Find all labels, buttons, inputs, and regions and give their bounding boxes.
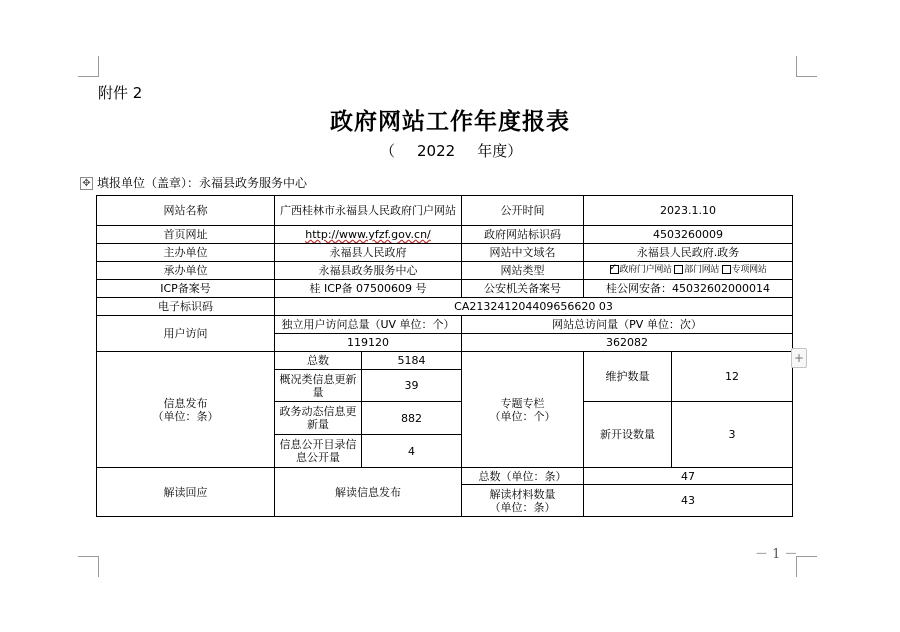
- interp-material-value: 43: [584, 485, 793, 517]
- site-type-label: 网站类型: [462, 262, 584, 280]
- host-label: 主办单位: [97, 244, 275, 262]
- icp-value: 桂 ICP备 07500609 号: [275, 280, 462, 298]
- table-move-handle-icon[interactable]: ✥: [80, 177, 93, 190]
- topic-label: [462, 352, 584, 468]
- catalog-value: 4: [362, 435, 462, 468]
- cn-domain-value: 永福县人民政府.政务: [584, 244, 793, 262]
- site-type-option-portal: 政府门户网站: [619, 265, 672, 275]
- year-suffix: 年度）: [477, 142, 523, 160]
- topic-label-1: 专题专栏: [500, 396, 545, 410]
- cn-domain-label: 网站中文域名: [462, 244, 584, 262]
- police-value: 桂公网安备：45032602000014: [584, 280, 793, 298]
- table-row: [97, 316, 793, 334]
- table-row: [97, 226, 793, 244]
- table-row: [97, 244, 793, 262]
- maintain-label: 维护数量: [584, 352, 672, 402]
- home-url-label: 首页网址: [97, 226, 275, 244]
- info-pub-label: [97, 352, 275, 468]
- page-corner-mark: [796, 56, 817, 77]
- topic-label-2: （单位：个）: [489, 409, 556, 423]
- overview-value: 39: [362, 370, 462, 402]
- total-value: 5184: [362, 352, 462, 370]
- info-pub-label-1: 信息发布: [163, 396, 208, 410]
- site-name-label: 网站名称: [97, 196, 275, 226]
- report-table: [96, 195, 793, 517]
- table-row: [97, 298, 793, 316]
- fill-unit-line: 填报单位（盖章）：永福县政务服务中心: [97, 176, 308, 190]
- home-url-value: [275, 226, 462, 244]
- site-id-label: 政府网站标识码: [462, 226, 584, 244]
- open-time-label: 公开时间: [462, 196, 584, 226]
- catalog-label: 信息公开目录信息公开量: [275, 435, 362, 468]
- interp-material-label-2: （单位：条）: [489, 500, 556, 514]
- table-row: [97, 468, 793, 485]
- info-pub-label-2: （单位：条）: [152, 409, 219, 423]
- gov-news-value: 882: [362, 402, 462, 435]
- overview-label: 概况类信息更新量: [275, 370, 362, 402]
- operator-label: 承办单位: [97, 262, 275, 280]
- interp-material-label: [462, 485, 584, 517]
- year-value: 2022: [417, 142, 456, 160]
- eid-value: CA213241204409656620 03: [275, 298, 793, 316]
- site-type-checkbox-dept[interactable]: [674, 265, 683, 274]
- pv-label: 网站总访问量（PV 单位：次）: [462, 316, 793, 334]
- site-id-value: 4503260009: [584, 226, 793, 244]
- page-number: － 1 －: [755, 547, 798, 562]
- report-year: [380, 140, 522, 161]
- police-label: 公安机关备案号: [462, 280, 584, 298]
- open-time-value: 2023.1.10: [584, 196, 793, 226]
- attachment-label: 附件 2: [98, 84, 143, 102]
- uv-value: 119120: [275, 334, 462, 352]
- site-type-checkbox-portal[interactable]: [610, 265, 619, 274]
- user-visit-label: 用户访问: [97, 316, 275, 352]
- maintain-value: 12: [672, 352, 793, 402]
- site-type-options: [584, 262, 793, 280]
- pv-value: 362082: [462, 334, 793, 352]
- table-row: [97, 352, 793, 370]
- site-type-option-dept: 部门网站: [684, 265, 720, 275]
- site-type-checkbox-special[interactable]: [722, 265, 731, 274]
- table-row: [97, 262, 793, 280]
- interp-material-label-1: 解读材料数量: [489, 487, 556, 501]
- interp-total-label: 总数（单位：条）: [462, 468, 584, 485]
- table-row: [97, 280, 793, 298]
- uv-label: 独立用户访问总量（UV 单位：个）: [275, 316, 462, 334]
- year-open-paren: （: [380, 142, 396, 160]
- interp-label: 解读回应: [97, 468, 275, 517]
- interp-pub-label: 解读信息发布: [275, 468, 462, 517]
- page-corner-mark: [78, 56, 99, 77]
- page-corner-mark: [796, 556, 817, 577]
- new-value: 3: [672, 402, 793, 468]
- host-value: 永福县人民政府: [275, 244, 462, 262]
- page-title: 政府网站工作年度报表: [330, 108, 570, 135]
- gov-news-label: 政务动态信息更新量: [275, 402, 362, 435]
- site-type-option-special: 专项网站: [731, 265, 767, 275]
- new-label: 新开设数量: [584, 402, 672, 468]
- icp-label: ICP备案号: [97, 280, 275, 298]
- table-row: [97, 196, 793, 226]
- site-name-value: 广西桂林市永福县人民政府门户网站: [275, 196, 462, 226]
- eid-label: 电子标识码: [97, 298, 275, 316]
- add-row-button[interactable]: +: [791, 348, 807, 368]
- operator-value: 永福县政务服务中心: [275, 262, 462, 280]
- page-corner-mark: [78, 556, 99, 577]
- home-url-link[interactable]: http://www.yfzf.gov.cn/: [305, 228, 431, 241]
- interp-total-value: 47: [584, 468, 793, 485]
- total-label: 总数: [275, 352, 362, 370]
